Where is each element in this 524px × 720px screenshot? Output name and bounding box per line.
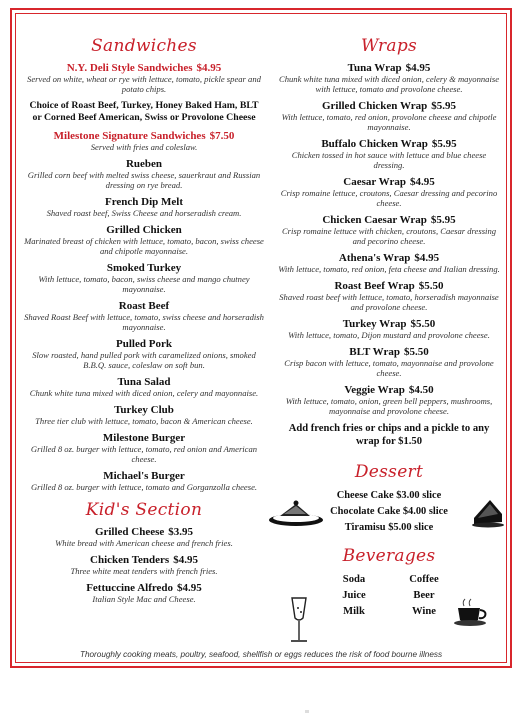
cake-plate-icon [266,496,326,528]
item-name: Tuna Salad [117,376,171,388]
item-name: Athena's Wrap [338,252,411,264]
menu-item [278,280,500,312]
item-name: Milestone Burger [102,432,186,444]
item-name: Smoked Turkey [106,262,182,274]
left-column [24,36,264,610]
item-name: Grilled Chicken Wrap [321,100,428,112]
item-name: Roast Beef [118,300,170,312]
right-column [278,36,500,620]
champagne-glass-icon [286,594,316,648]
menu-item [24,300,264,332]
menu-item [278,214,500,246]
item-description: Chicken tossed in hot sauce with lettuce and blue cheese dressing. [291,150,487,170]
beverage-item: Juice [342,590,366,601]
beverage-item: Beer [413,590,435,601]
menu-item [24,62,264,94]
item-price: $5.50 [418,280,444,292]
item-price: $5.50 [410,318,436,330]
menu-item [24,582,264,604]
item-price: $4.95 [173,554,198,566]
menu-item [24,158,264,190]
item-description: Marinated breast of chicken with lettuce, tomato, bacon, swiss cheese and chipotle mayonnaise. [24,236,264,256]
item-name: Cheese Cake [336,490,394,501]
item-description: Served on white, wheat or rye with lettuce, tomato, pickle spear and potato chips. [27,74,261,94]
item-price: $4.50 [408,384,434,396]
item-name: French Dip Melt [104,196,183,208]
menu-item [24,100,264,124]
menu-item [24,130,264,152]
item-description: Shaved roast beef with lettuce, tomato, horseradish mayonnaise and provolone cheese. [279,292,499,312]
item-name: Grilled Chicken [106,224,182,236]
item-name: Tuna Wrap [347,62,402,74]
item-name: Caesar Wrap [343,176,406,188]
item-name: Turkey Club [114,404,174,416]
item-price: $5.95 [430,214,456,226]
item-description: Chunk white tuna mixed with diced onion, celery & mayonnaise with lettuce, tomato and provolone cheese. [278,74,500,94]
item-price: $7.50 [209,130,235,142]
menu-item [278,346,500,378]
item-name: Roast Beef Wrap [334,280,415,292]
wraps-title: Wraps [360,36,418,56]
menu-item [24,376,264,398]
item-description: Chunk white tuna mixed with diced onion, celery and mayonnaise. [29,388,259,398]
coffee-cup-icon [452,598,492,628]
menu-item [278,176,500,208]
menu-item [24,404,264,426]
item-name: Rueben [125,158,163,170]
item-price: $4.00 slice [402,506,448,517]
item-price: $5.95 [431,138,457,150]
cake-slice-icon [470,494,506,528]
item-description: With lettuce, tomato, bacon, swiss cheese and mango chutney mayonnaise. [38,274,250,294]
item-description: Crisp romaine lettuce with chicken, croutons, Caesar dressing and pecorino cheese. [281,226,497,246]
beverage-item: Coffee [409,574,439,585]
item-price: $5.95 [431,100,457,112]
item-name: Tiramisu [344,522,386,533]
item-name: Grilled Cheese [94,526,165,538]
menu-item [278,138,500,170]
item-name: Fettuccine Alfredo [86,582,174,594]
menu-item [278,62,500,94]
item-name: BLT Wrap [349,346,400,358]
item-name: Turkey Wrap [342,318,407,330]
menu-item [24,262,264,294]
item-description: Served with fries and coleslaw. [90,142,198,152]
item-description: With lettuce, tomato, onion, green bell peppers, mushrooms, mayonnaise and provolone cheese. [285,396,493,416]
menu-item [24,470,264,492]
item-description: Slow roasted, hand pulled pork with caramelized onions, smoked B.B.Q. sauce, coleslaw on soft bun. [32,350,256,370]
item-price: $3.95 [168,526,194,538]
kids-section-title: Kid's Section [85,500,203,520]
item-name: Chicken Caesar Wrap [322,214,427,226]
item-name: Pulled Pork [116,338,172,350]
item-description: Three tier club with lettuce, tomato, bacon & American cheese. [35,416,253,426]
item-name: Chicken Tenders [90,554,170,566]
beverage-item: Milk [343,606,365,617]
beverages-title: Beverages [342,546,436,566]
item-price: $3.00 slice [396,490,442,501]
item-description: Three white meat tenders with french fries. [70,566,218,576]
item-price: $4.95 [196,62,222,74]
item-name: Michael's Burger [103,470,185,482]
item-description: Grilled 8 oz. burger with lettuce, tomato and Gorganzolla cheese. [30,482,258,492]
menu-item [278,100,500,132]
item-description: Crisp romaine lettuce, croutons, Caesar dressing and pecorino cheese. [280,188,498,208]
item-description: With lettuce, tomato, red onion, provolone cheese and chipotle mayonnaise. [281,112,497,132]
item-price: $4.95 [409,176,435,188]
item-name: Veggie Wrap [344,384,405,396]
item-price: $4.95 [177,582,202,594]
menu-item [278,252,500,274]
item-name: N.Y. Deli Style Sandwiches [66,62,193,74]
item-description: Italian Style Mac and Cheese. [92,594,196,604]
item-description: Grilled 8 oz. burger with lettuce, tomato, red onion and American cheese. [30,444,258,464]
item-description: Shaved roast beef, Swiss Cheese and horseradish cream. [46,208,242,218]
dessert-title: Dessert [354,462,424,482]
menu-item [24,432,264,464]
menu-item [24,338,264,370]
menu-item [24,554,264,576]
item-description: With lettuce, tomato, red onion, feta cheese and Italian dressing. [278,264,500,274]
item-price: $4.95 [405,62,431,74]
item-name: Milestone Signature Sandwiches [53,130,206,142]
sandwiches-title: Sandwiches [91,36,197,56]
menu-item [278,384,500,416]
menu-item [24,224,264,256]
menu-item [24,196,264,218]
menu-item [278,318,500,340]
item-description: Grilled corn beef with melted swiss cheese, sauerkraut and Russian dressing on rye bread. [27,170,261,190]
beverage-item: Soda [342,574,366,585]
item-description: White bread with American cheese and french fries. [55,538,233,548]
menu-item [24,526,264,548]
item-price: $5.50 [403,346,429,358]
item-price: $5.00 slice [388,522,434,533]
food-safety-disclaimer: Thoroughly cooking meats, poultry, seafood, shellfish or eggs reduces the risk of food bourne illness [79,650,443,659]
wrap-addon-note: Add french fries or chips and a pickle to any wrap for $1.50 [288,423,490,447]
item-description: With lettuce, tomato, Dijon mustard and provolone cheese. [288,330,490,340]
item-description: Shaved Roast Beef with lettuce, tomato, swiss cheese and horseradish mayonnaise. [24,312,264,332]
item-name: Buffalo Chicken Wrap [321,138,428,150]
scan-speck [305,710,309,713]
beverage-item: Wine [412,606,436,617]
item-price: $4.95 [414,252,440,264]
item-description: Crisp bacon with lettuce, tomato, mayonnaise and provolone cheese. [284,358,494,378]
item-name: Chocolate Cake [330,506,401,517]
sandwich-choice-note: Choice of Roast Beef, Turkey, Honey Baked Ham, BLT or Corned Beef American, Swiss or Provolone Cheese [29,100,259,123]
